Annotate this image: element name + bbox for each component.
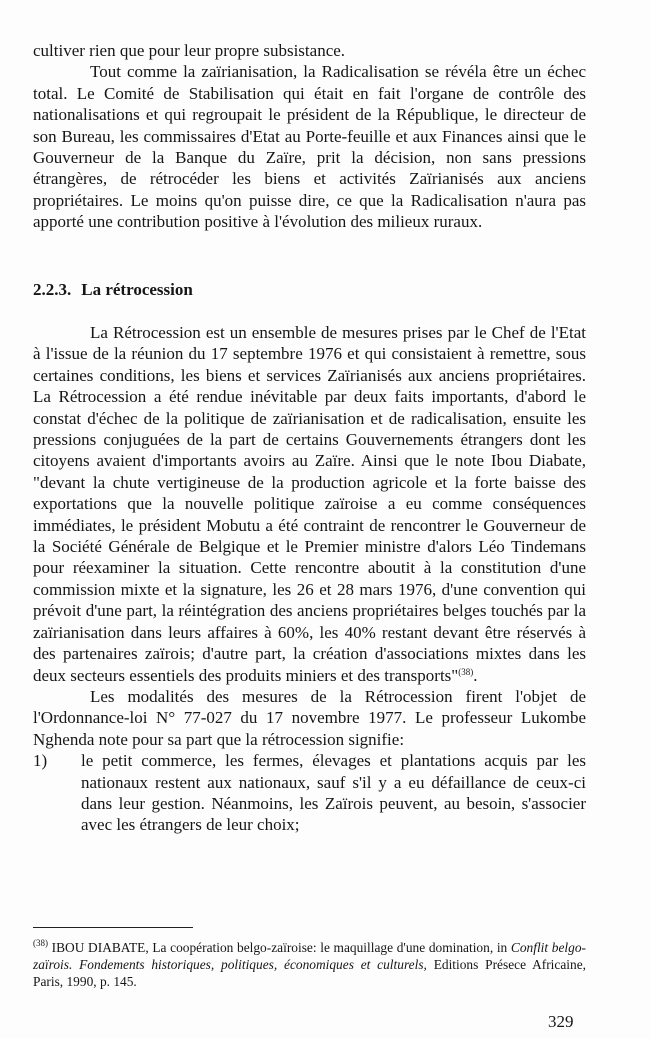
radicalisation-paragraph: Tout comme la zaïrianisation, la Radicalisation se révéla être un échec total. Le Comité de Stabilisation qui était en fait l'organe de contrôle des nationalisations et qui regroupait le président de la République, le directeur de son Bureau, les commissaires d'Etat au Porte-feuille et aux Finances ainsi que le Gouverneur de la Banque du Zaïre, prit la décision, non sans pressions étrangères, de rétrocéder les biens et activités Zaïrianisés aux anciens propriétaires. Le moins qu'on puisse dire, ce que la Radicalisation n'aura pas apporté une contribution positive à l'évolution des milieux ruraux. [33,62,586,232]
modalites-paragraph: Les modalités des mesures de la Rétrocession firent l'objet de l'Ordonnance-loi N° 77-027 du 17 novembre 1977. Le professeur Lukombe Nghenda note pour sa part que la rétrocession signifie: [33,686,586,749]
footnote-text-after: Editions Présece Africaine, Paris, 1990, p. 145. [33,957,586,990]
retrocession-paragraph [33,322,586,686]
top-text-block [33,40,586,233]
retrocession-paragraph-text: La Rétrocession est un ensemble de mesures prises par le Chef de l'Etat à l'issue de la réunion du 17 septembre 1976 et qui consistaient à remettre, sous certaines conditions, les biens et services Zaïrianisés aux anciens propriétaires. La Rétrocession a été rendue inévitable par deux faits importants, d'abord le constat d'échec de la politique de zaïrianisation et de radicalisation, ensuite les pressions conjuguées de la part de certains Gouvernements étrangers dont les citoyens avaient d'importants avoirs au Zaïre. Ainsi que le note Ibou Diabate, "devant la chute vertigineuse de la production agricole et la forte baisse des exportations que la nouvelle politique zaïroise a eu comme conséquences immédiates, le président Mobutu a été contraint de rencontrer le Gouverneur de la Société Générale de Belgique et le Premier ministre d'alors Léo Tindemans pour réexaminer la situation. Cette rencontre aboutit à la constitution d'une commission mixte et la signature, les 26 et 28 mars 1976, d'une convention qui prévoit d'une part, la réintégration des anciens propriétaires belges touchés par la zaïrianisation dans leurs affaires à 60%, les 40% restant devant être réservés à des partenaires zaïrois; d'autre part, la création d'associations mixtes dans les deux secteurs essentiels des produits miniers et des transports" [33,323,586,685]
main-text-block [33,322,586,836]
footnote-reference: (38) [458,666,474,677]
section-heading [33,279,193,301]
paragraph-period: . [473,665,478,685]
section-title: La rétrocession [81,280,193,299]
footnote-book-title: Conflit belgo-zaïrois. Fondements historiques, politiques, économiques et culturels, [33,940,586,973]
continuation-line: cultiver rien que pour leur propre subsistance. [33,41,346,60]
list-item-number: 1) [33,751,48,771]
page-number: 329 [548,1012,574,1031]
footnote [33,939,586,991]
list-item [33,750,586,836]
footnote-marker: (38) [33,938,48,948]
footnote-text-before: IBOU DIABATE, La coopération belgo-zaïroise: le maquillage d'une domination, in [48,940,511,955]
footnote-divider [33,927,193,928]
list-item-text: le petit commerce, les fermes, élevages et plantations acquis par les nationaux restent aux nationaux, sauf s'il y a eu défaillance de ceux-ci dans leur gestion. Néanmoins, les Zaïrois peuvent, au besoin, s'associer avec les étrangers de leur choix; [81,751,586,835]
section-number: 2.2.3. [33,280,72,299]
